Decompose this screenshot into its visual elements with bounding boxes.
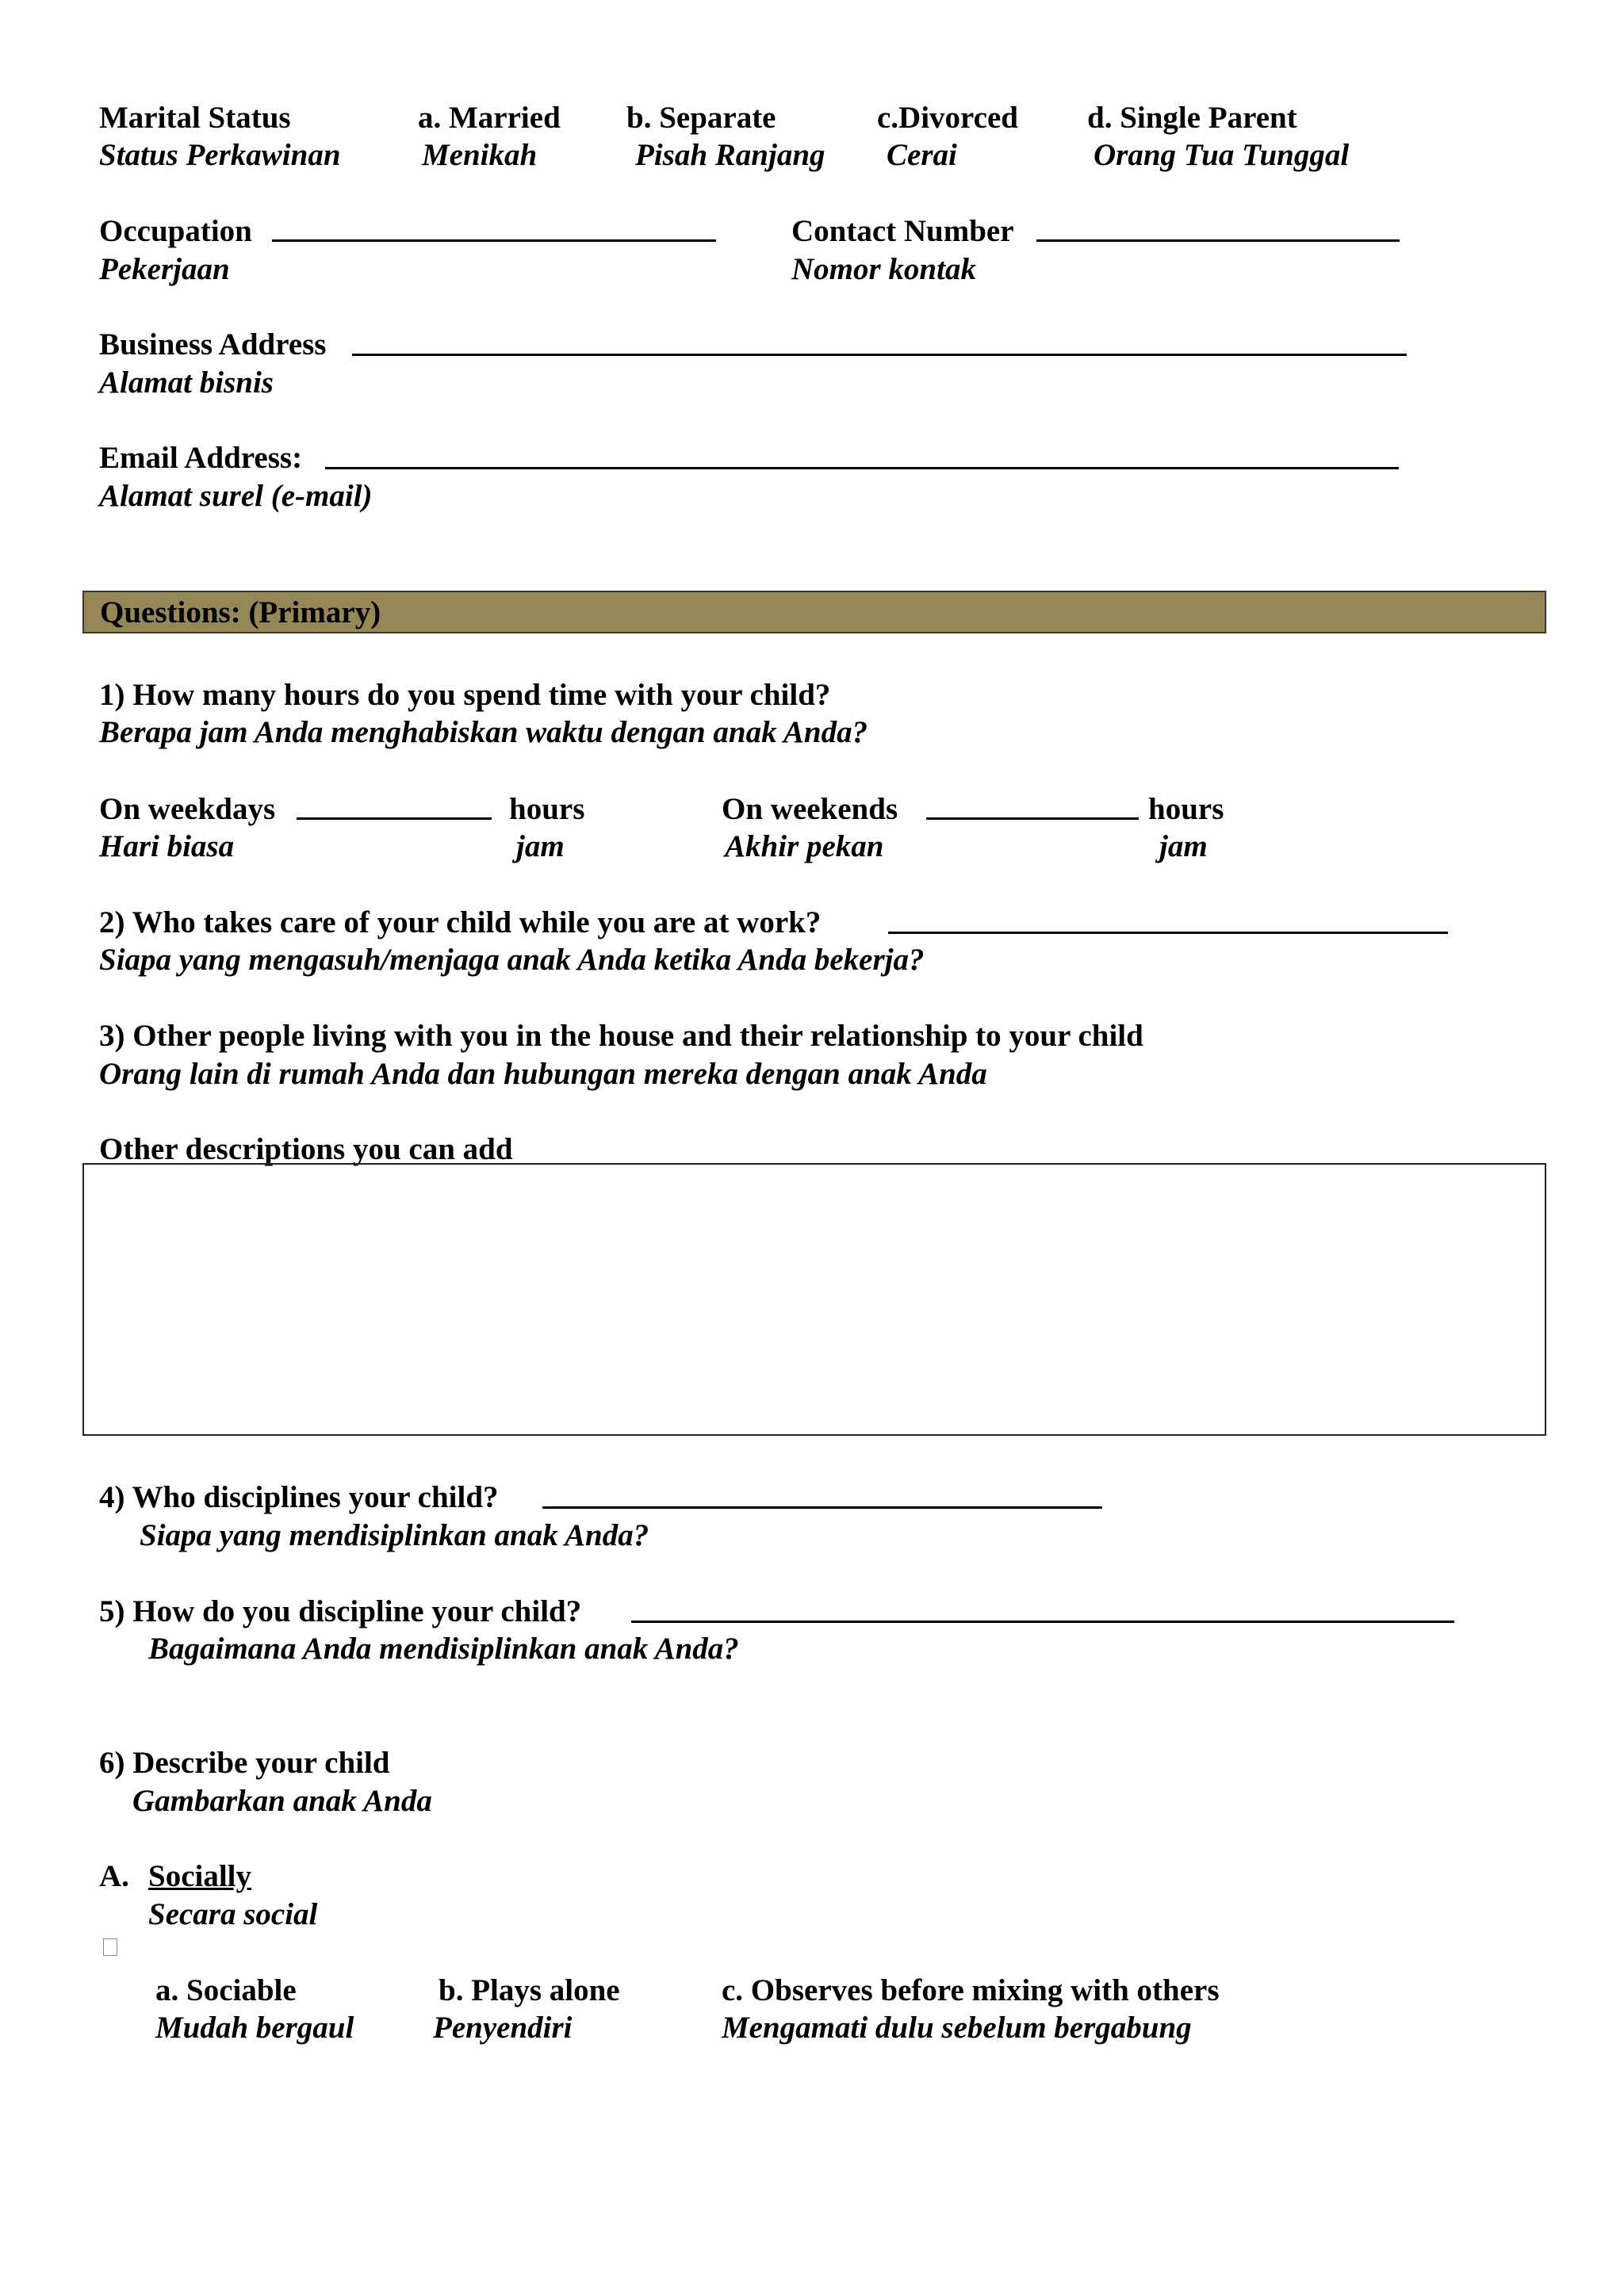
weekends-hours-unit-id: jam	[1159, 829, 1208, 863]
business-address-label: Business Address	[99, 327, 327, 362]
section-banner	[82, 591, 1546, 633]
occupation-field[interactable]	[272, 239, 716, 242]
question-5: 5) How do you discipline your child?	[99, 1594, 582, 1628]
question-2-id: Siapa yang mengasuh/menjaga anak Anda ketika Anda bekerja?	[99, 943, 925, 977]
weekdays-hours-field[interactable]	[297, 817, 492, 820]
question-4-id: Siapa yang mendisiplinkan anak Anda?	[140, 1518, 649, 1552]
marital-status-label-id: Status Perkawinan	[99, 138, 341, 172]
question-5-id: Bagaimana Anda mendisiplinkan anak Anda?	[148, 1632, 739, 1666]
marital-option-separate-id: Pisah Ranjang	[635, 138, 825, 172]
weekends-label: On weekends	[722, 792, 898, 826]
question-3: 3) Other people living with you in the house and their relationship to your child	[99, 1019, 1143, 1053]
marital-option-single-parent-id: Orang Tua Tunggal	[1094, 138, 1350, 172]
marital-option-single-parent[interactable]: d. Single Parent	[1087, 101, 1297, 135]
weekends-label-id: Akhir pekan	[725, 829, 884, 863]
business-address-label-id: Alamat bisnis	[99, 365, 274, 400]
social-option-observes[interactable]: c. Observes before mixing with others	[722, 1973, 1220, 2007]
marital-option-married-id: Menikah	[422, 138, 538, 172]
question-4: 4) Who disciplines your child?	[99, 1480, 499, 1514]
question-6-id: Gambarkan anak Anda	[132, 1784, 432, 1818]
contact-number-field[interactable]	[1036, 239, 1400, 242]
question-3-id: Orang lain di rumah Anda dan hubungan mereka dengan anak Anda	[99, 1057, 987, 1091]
socially-prefix: A.	[99, 1859, 129, 1893]
social-option-sociable-id: Mudah bergaul	[155, 2011, 354, 2045]
marital-option-divorced-id: Cerai	[887, 138, 957, 172]
question-2-answer-field[interactable]	[888, 932, 1448, 934]
social-option-plays-alone[interactable]: b. Plays alone	[439, 1973, 620, 2007]
socially-title: Socially	[148, 1859, 252, 1893]
weekdays-label-id: Hari biasa	[99, 829, 235, 863]
marital-option-separate[interactable]: b. Separate	[626, 101, 776, 135]
question-2: 2) Who takes care of your child while you are at work?	[99, 905, 822, 939]
social-option-observes-id: Mengamati dulu sebelum bergabung	[722, 2011, 1192, 2045]
socially-title-id: Secara social	[148, 1897, 318, 1931]
checkbox-icon[interactable]	[103, 1938, 117, 1956]
weekends-hours-unit: hours	[1148, 792, 1224, 826]
contact-number-label-id: Nomor kontak	[791, 252, 976, 286]
question-1-id: Berapa jam Anda menghabiskan waktu dengan anak Anda?	[99, 715, 868, 749]
weekends-hours-field[interactable]	[926, 817, 1139, 820]
other-descriptions-label: Other descriptions you can add	[99, 1132, 513, 1166]
social-option-plays-alone-id: Penyendiri	[433, 2011, 573, 2045]
email-address-label: Email Address:	[99, 441, 303, 475]
email-address-label-id: Alamat surel (e-mail)	[99, 479, 373, 513]
contact-number-label: Contact Number	[791, 214, 1014, 248]
question-5-answer-field[interactable]	[631, 1621, 1454, 1623]
business-address-field[interactable]	[352, 354, 1407, 356]
weekdays-hours-unit: hours	[509, 792, 585, 826]
email-address-field[interactable]	[325, 467, 1399, 469]
other-descriptions-box[interactable]	[82, 1163, 1546, 1436]
marital-option-married[interactable]: a. Married	[418, 101, 561, 135]
section-title: Questions: (Primary)	[100, 595, 381, 629]
weekdays-label: On weekdays	[99, 792, 276, 826]
social-option-sociable[interactable]: a. Sociable	[155, 1973, 297, 2007]
marital-status-label: Marital Status	[99, 101, 291, 135]
occupation-label-id: Pekerjaan	[99, 252, 230, 286]
occupation-label: Occupation	[99, 214, 252, 248]
weekdays-hours-unit-id: jam	[516, 829, 565, 863]
marital-option-divorced[interactable]: c.Divorced	[877, 101, 1018, 135]
question-4-answer-field[interactable]	[542, 1506, 1102, 1509]
question-1: 1) How many hours do you spend time with your child?	[99, 678, 831, 712]
question-6: 6) Describe your child	[99, 1746, 390, 1780]
